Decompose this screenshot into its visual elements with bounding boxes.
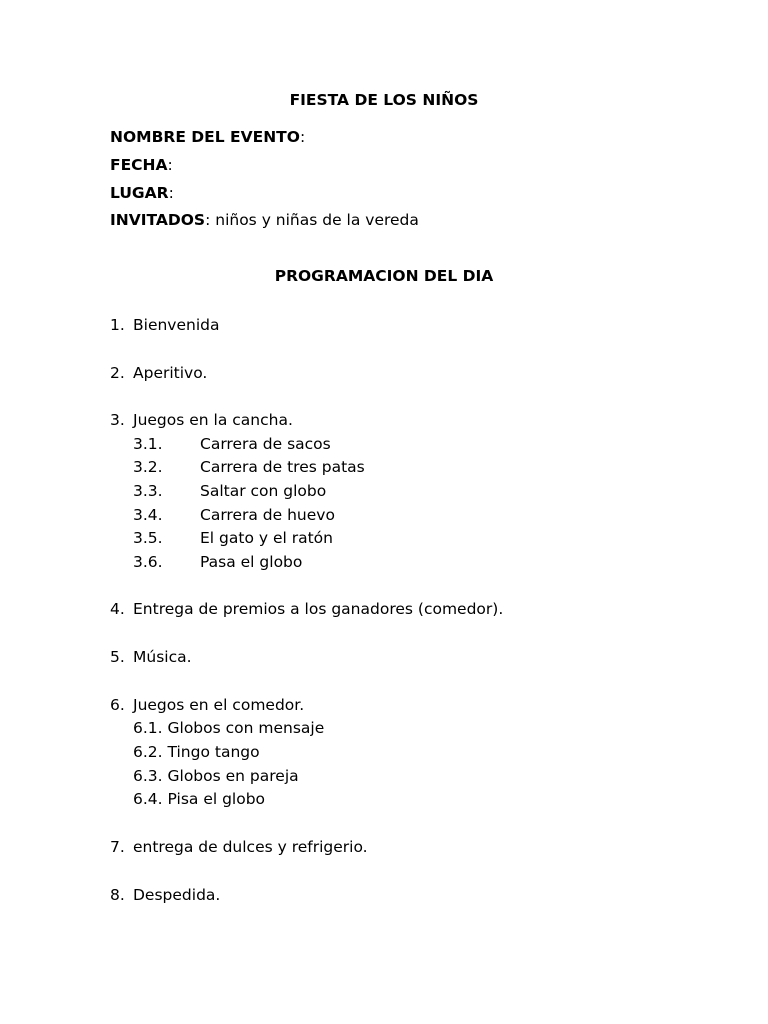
subitem-number: 3.4. bbox=[133, 506, 163, 524]
field-value: niños y niñas de la vereda bbox=[215, 211, 419, 229]
list-item bbox=[110, 315, 219, 335]
field-colon: : bbox=[205, 211, 211, 229]
field-label: NOMBRE DEL EVENTO bbox=[110, 128, 300, 146]
item-number: 3. bbox=[110, 411, 125, 429]
list-item bbox=[110, 599, 503, 619]
field-label: FECHA bbox=[110, 156, 168, 174]
item-text: Entrega de premios a los ganadores (comedor). bbox=[133, 600, 504, 618]
sub-list-item: 6.1. Globos con mensaje bbox=[133, 719, 325, 737]
sub-list-item: 6.3. Globos en pareja bbox=[133, 767, 299, 785]
subitem-text: Carrera de huevo bbox=[200, 506, 335, 524]
subitem-number: 3.6. bbox=[133, 553, 163, 571]
list-item bbox=[110, 410, 293, 430]
field-place bbox=[110, 183, 174, 203]
subitem-text: El gato y el ratón bbox=[200, 529, 333, 547]
program-title: PROGRAMACION DEL DIA bbox=[274, 267, 494, 285]
item-text: Bienvenida bbox=[133, 316, 220, 334]
item-number: 5. bbox=[110, 648, 125, 666]
subitem-text: Carrera de sacos bbox=[200, 435, 331, 453]
sub-list-item bbox=[133, 457, 365, 477]
item-number: 1. bbox=[110, 316, 125, 334]
item-text: Juegos en el comedor. bbox=[133, 696, 305, 714]
sub-list-item: 6.2. Tingo tango bbox=[133, 743, 260, 761]
subitem-text: Carrera de tres patas bbox=[200, 458, 365, 476]
field-label: LUGAR bbox=[110, 184, 169, 202]
subitem-text: Saltar con globo bbox=[200, 482, 327, 500]
item-text: Aperitivo. bbox=[133, 364, 208, 382]
item-text: entrega de dulces y refrigerio. bbox=[133, 838, 368, 856]
subitem-number: 3.2. bbox=[133, 458, 163, 476]
field-colon: : bbox=[167, 156, 173, 174]
document-title: FIESTA DE LOS NIÑOS bbox=[289, 91, 479, 109]
field-colon: : bbox=[168, 184, 174, 202]
list-item bbox=[110, 695, 304, 715]
sub-list-item bbox=[133, 481, 326, 501]
field-guests bbox=[110, 210, 419, 230]
field-event-name bbox=[110, 127, 305, 147]
item-number: 7. bbox=[110, 838, 125, 856]
item-number: 2. bbox=[110, 364, 125, 382]
item-text: Música. bbox=[133, 648, 192, 666]
sub-list-item bbox=[133, 528, 333, 548]
list-item bbox=[110, 363, 207, 383]
sub-list-item bbox=[133, 505, 335, 525]
list-item bbox=[110, 885, 220, 905]
sub-list-item bbox=[133, 552, 302, 572]
sub-list-item bbox=[133, 434, 331, 454]
item-number: 8. bbox=[110, 886, 125, 904]
field-label: INVITADOS bbox=[110, 211, 206, 229]
list-item bbox=[110, 837, 368, 857]
list-item bbox=[110, 647, 192, 667]
item-number: 4. bbox=[110, 600, 125, 618]
subitem-text: Pasa el globo bbox=[200, 553, 303, 571]
subitem-number: 3.1. bbox=[133, 435, 163, 453]
item-text: Despedida. bbox=[133, 886, 221, 904]
item-text: Juegos en la cancha. bbox=[133, 411, 293, 429]
field-colon: : bbox=[299, 128, 306, 146]
subitem-number: 3.3. bbox=[133, 482, 163, 500]
sub-list-item: 6.4. Pisa el globo bbox=[133, 790, 266, 808]
item-number: 6. bbox=[110, 696, 125, 714]
subitem-number: 3.5. bbox=[133, 529, 163, 547]
field-date bbox=[110, 155, 173, 175]
